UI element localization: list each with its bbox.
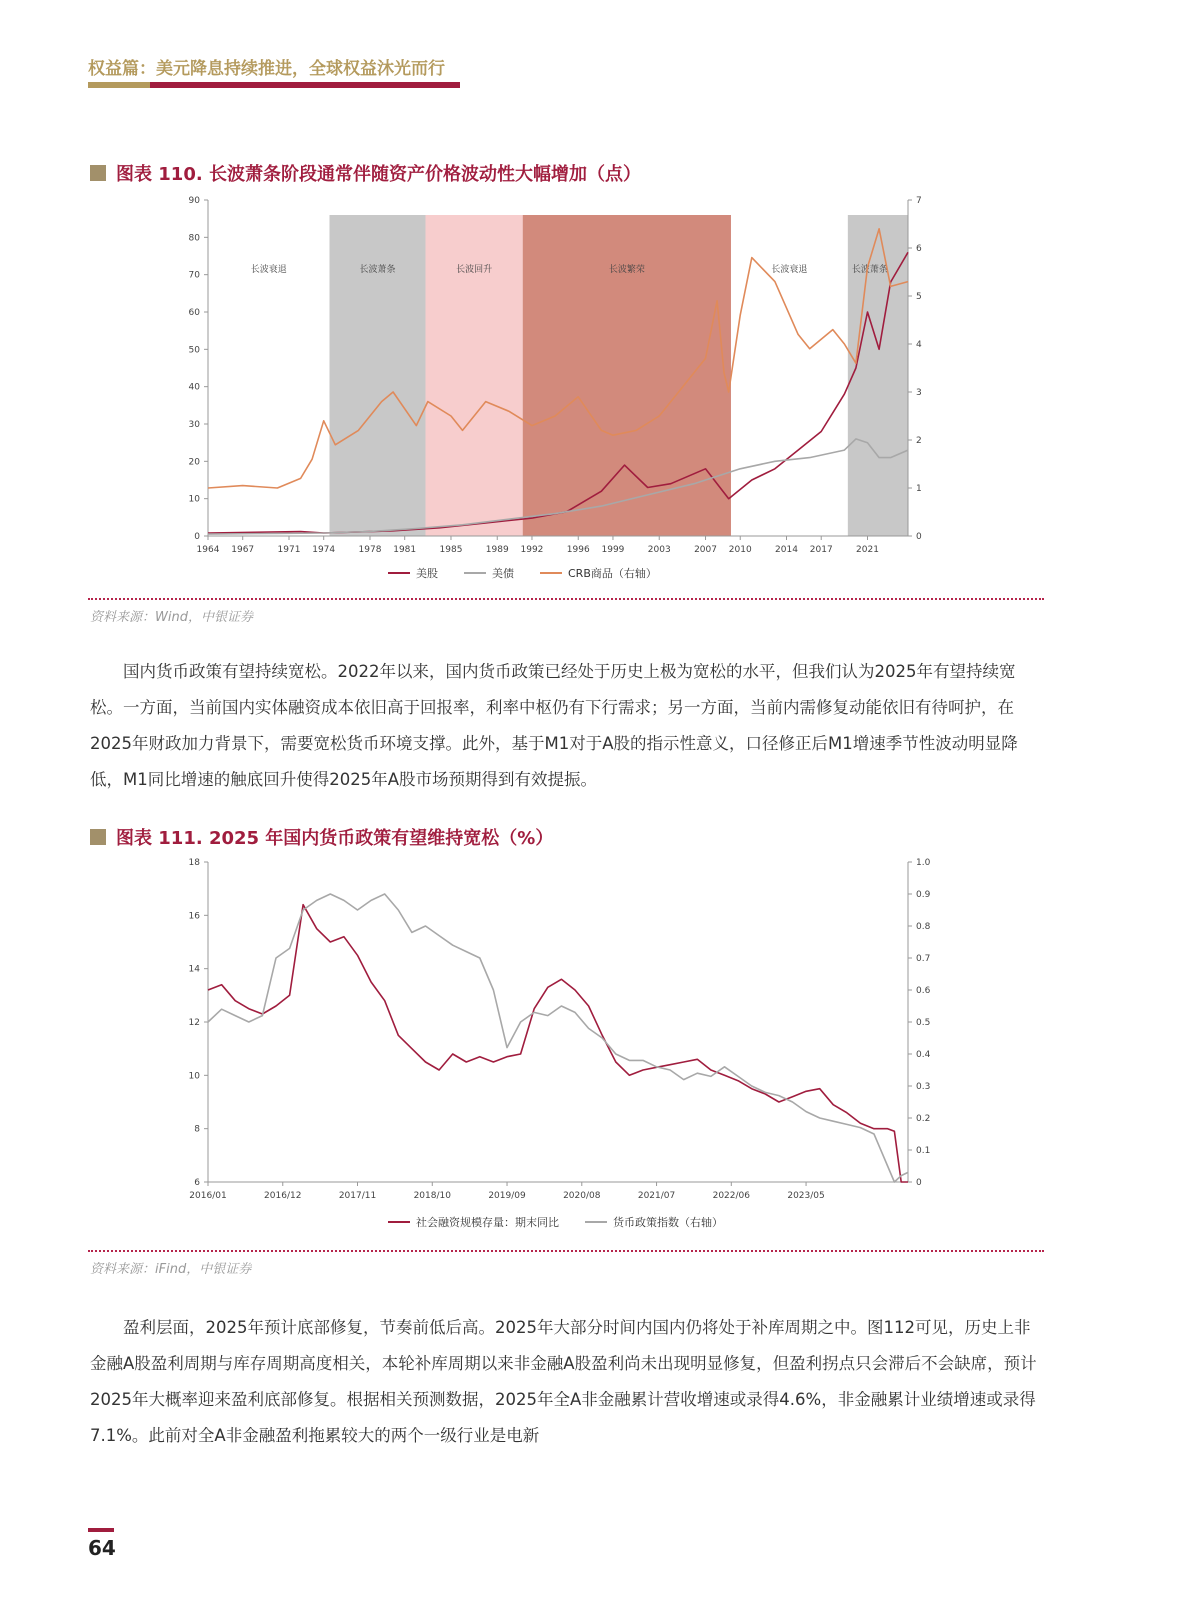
x-tick-label-6: 1985: [439, 545, 463, 555]
x-tick-label-6: 2021/07: [637, 1191, 676, 1201]
paragraph-1: [90, 654, 1046, 798]
x-tick-label-10: 1999: [601, 545, 625, 555]
figure-marker-icon: [90, 165, 106, 181]
phase-label-4: 长波衰退: [771, 265, 808, 275]
y2-tick-label-0: 0: [916, 532, 922, 542]
figure-marker-icon: [90, 829, 106, 845]
x-tick-label-2: 2017/11: [338, 1191, 377, 1201]
y2-tick-label-4: 4: [916, 340, 922, 350]
phase-label-2: 长波回升: [456, 265, 493, 275]
y-tick-label-0: 0: [194, 532, 200, 542]
series-line-1: [208, 894, 908, 1182]
x-tick-label-3: 1974: [312, 545, 336, 555]
x-tick-label-12: 2007: [694, 545, 717, 555]
x-tick-label-1: 2016/12: [264, 1191, 302, 1201]
phase-band-1: [329, 215, 425, 536]
y-tick-label-6: 18: [188, 858, 200, 868]
y-tick-label-1: 10: [188, 494, 200, 505]
figure-111-title: 图表 111. 2025 年国内货币政策有望维持宽松（%）: [116, 828, 554, 849]
x-tick-label-0: 2016/01: [189, 1191, 227, 1201]
x-tick-label-8: 1992: [520, 545, 544, 555]
y2-tick-label-3: 3: [916, 388, 922, 398]
x-tick-label-0: 1964: [196, 545, 220, 555]
x-tick-label-16: 2021: [856, 545, 879, 555]
figure-110-title-row: [90, 160, 641, 186]
phase-band-5: [848, 215, 908, 536]
x-tick-label-14: 2014: [775, 545, 798, 555]
y-tick-label-9: 90: [188, 196, 200, 206]
y-tick-label-3: 30: [188, 420, 200, 430]
legend-label-1: 货币政策指数（右轴）: [613, 1216, 723, 1229]
series-line-0: [208, 905, 908, 1182]
y-tick-label-4: 14: [188, 964, 200, 975]
phase-label-5: 长波萧条: [851, 265, 888, 275]
y2-tick-label-6: 6: [916, 244, 922, 254]
y2-tick-label-7: 7: [916, 196, 922, 206]
y-tick-label-5: 50: [188, 345, 200, 356]
y-tick-label-8: 80: [188, 233, 200, 244]
y2-tick-label-6: 0.6: [916, 986, 931, 996]
x-tick-label-4: 2019/09: [488, 1191, 526, 1201]
y2-tick-label-9: 0.9: [916, 890, 931, 900]
y2-tick-label-1: 0.1: [916, 1146, 931, 1156]
figure-111-divider: [88, 1250, 1044, 1252]
legend-label-1: 美债: [492, 567, 514, 580]
figure-111-source: 资料来源：iFind，中银证券: [90, 1262, 252, 1277]
x-tick-label-13: 2010: [728, 545, 752, 555]
y2-tick-label-5: 5: [916, 292, 922, 302]
y2-tick-label-8: 0.8: [916, 922, 931, 932]
legend-label-0: 美股: [416, 567, 438, 580]
y-tick-label-1: 8: [194, 1124, 200, 1135]
y2-tick-label-7: 0.7: [916, 954, 931, 964]
page-number: 64: [88, 1536, 116, 1560]
phase-band-3: [523, 215, 731, 536]
header-title: 权益篇：美元降息持续推进，全球权益沐光而行: [88, 59, 445, 79]
header-bar-red: [150, 82, 460, 88]
legend-label-0: 社会融资规模存量：期末同比: [416, 1216, 559, 1229]
figure-111-title-row: [90, 824, 553, 850]
phase-label-3: 长波繁荣: [608, 265, 645, 275]
y-tick-label-2: 10: [188, 1071, 200, 1082]
paragraph-2: [90, 1310, 1046, 1454]
x-tick-label-11: 2003: [647, 545, 671, 555]
phase-label-1: 长波萧条: [359, 265, 396, 275]
y2-tick-label-0: 0: [916, 1178, 922, 1188]
y-tick-label-0: 6: [194, 1178, 200, 1188]
x-tick-label-4: 1978: [358, 545, 382, 555]
x-tick-label-5: 2020/08: [563, 1191, 601, 1201]
y-tick-label-5: 16: [188, 911, 200, 922]
phase-label-0: 长波衰退: [250, 265, 287, 275]
y2-tick-label-5: 0.5: [916, 1018, 931, 1028]
x-tick-label-3: 2018/10: [413, 1191, 451, 1201]
figure-110-source: 资料来源：Wind，中银证券: [90, 610, 253, 625]
y-tick-label-7: 70: [188, 270, 200, 281]
paragraph-1-text: 国内货币政策有望持续宽松。2022年以来，国内货币政策已经处于历史上极为宽松的水平，但我们认为2025年有望持续宽松。一方面，当前国内实体融资成本依旧高于回报率，利率中枢仍有下行需求；另一方面，当前内需修复动能依旧有待呵护，在2025年财政加力背景下，需要宽松货币环境支撑。此外，基于M1对于A股的指示性意义，口径修正后M1增速季节性波动明显降低，M1同比增速的触底回升使得2025年A股市场预期得到有效提振。: [90, 662, 1018, 789]
x-tick-label-2: 1971: [277, 545, 301, 555]
header-bar-gold: [88, 82, 150, 88]
y2-tick-label-2: 2: [916, 436, 922, 446]
y-tick-label-6: 60: [188, 308, 200, 318]
phase-band-2: [426, 215, 523, 536]
y2-tick-label-4: 0.4: [916, 1050, 931, 1060]
y2-tick-label-10: 1.0: [916, 858, 931, 868]
y-tick-label-2: 20: [188, 457, 200, 468]
figure-110-title: 图表 110. 长波萧条阶段通常伴随资产价格波动性大幅增加（点）: [116, 164, 641, 185]
x-tick-label-9: 1996: [566, 545, 590, 555]
x-tick-label-15: 2017: [809, 545, 833, 555]
x-tick-label-1: 1967: [231, 545, 255, 555]
y2-tick-label-3: 0.3: [916, 1082, 931, 1092]
figure-110-chart: [180, 190, 940, 590]
x-tick-label-7: 1989: [485, 545, 509, 555]
y-tick-label-3: 12: [188, 1018, 200, 1028]
legend-label-2: CRB商品（右轴）: [568, 567, 657, 580]
y2-tick-label-1: 1: [916, 484, 922, 494]
figure-110-divider: [88, 598, 1044, 600]
x-tick-label-8: 2023/05: [787, 1191, 825, 1201]
y2-tick-label-2: 0.2: [916, 1114, 931, 1124]
page-number-bar: [88, 1528, 114, 1532]
paragraph-2-text: 盈利层面，2025年预计底部修复，节奏前低后高。2025年大部分时间内国内仍将处于补库周期之中。图112可见，历史上非金融A股盈利周期与库存周期高度相关，本轮补库周期以来非金融A股盈利尚未出现明显修复，但盈利拐点只会滞后不会缺席，预计2025年大概率迎来盈利底部修复。根据相关预测数据，2025年全A非金融累计营收增速或录得4.6%，非金融累计业绩增速或录得7.1%。此前对全A非金融盈利拖累较大的两个一级行业是电新: [90, 1318, 1037, 1445]
x-tick-label-5: 1981: [393, 545, 417, 555]
figure-111-chart: [180, 852, 940, 1237]
y-tick-label-4: 40: [188, 382, 200, 393]
x-tick-label-7: 2022/06: [712, 1191, 750, 1201]
